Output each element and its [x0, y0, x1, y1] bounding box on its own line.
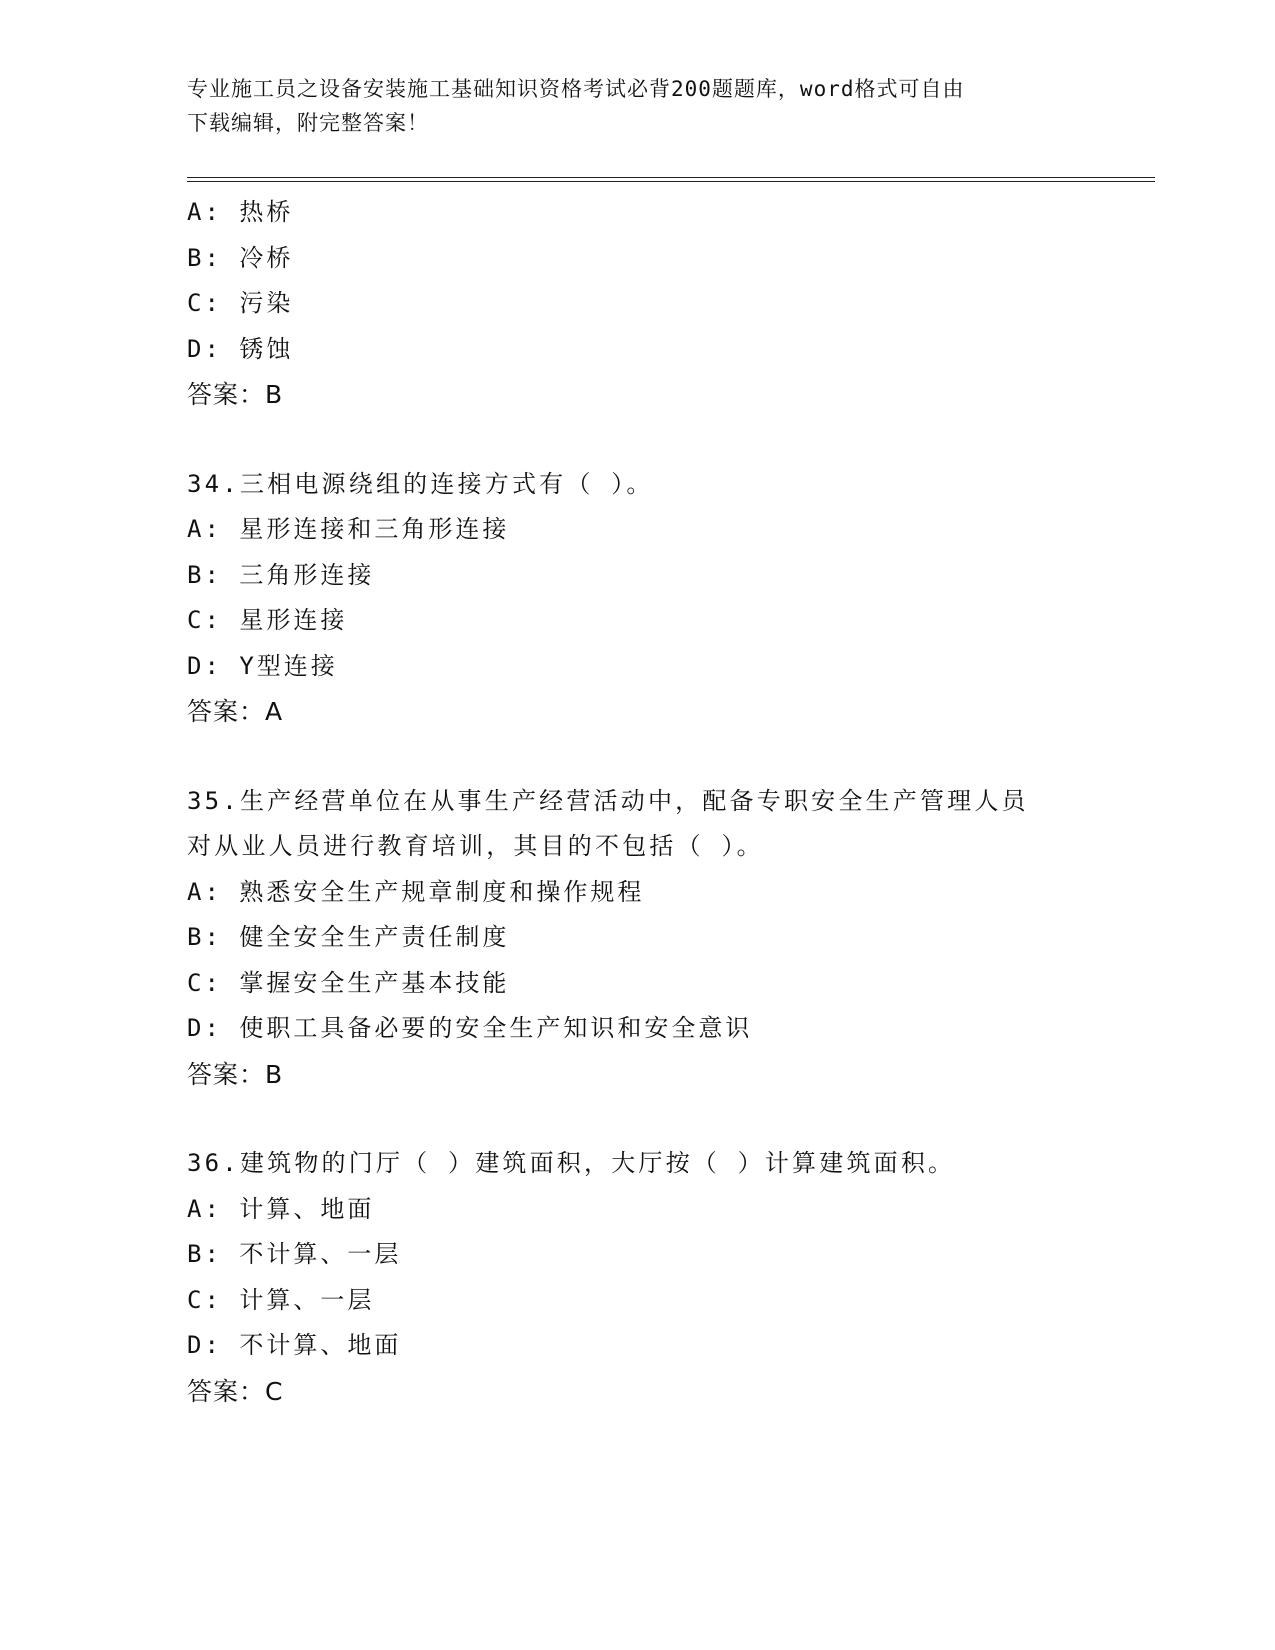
option-a: A: 熟悉安全生产规章制度和操作规程	[187, 877, 645, 906]
question-36	[187, 1141, 1107, 1414]
option-c: C: 星形连接	[187, 606, 348, 634]
option-a: A: 热桥	[187, 198, 294, 226]
option-a: A: 星形连接和三角形连接	[187, 515, 510, 543]
answer: 答案：C	[187, 1376, 284, 1406]
question-stem-line-2: 对从业人员进行教育培训，其目的不包括（ ）。	[187, 832, 764, 860]
option-b: B: 三角形连接	[187, 560, 375, 589]
option-c: C: 污染	[187, 289, 294, 317]
option-c: C: 计算、一层	[187, 1285, 375, 1314]
option-c: C: 掌握安全生产基本技能	[187, 968, 510, 997]
question-34	[187, 462, 1107, 735]
header-divider	[187, 177, 1155, 182]
option-d: D: 锈蚀	[187, 334, 294, 363]
header-line-2: 下载编辑，附完整答案！	[187, 111, 429, 135]
option-d: D: 使职工具备必要的安全生产知识和安全意识	[187, 1014, 753, 1042]
option-a: A: 计算、地面	[187, 1194, 375, 1223]
option-d: D: 不计算、地面	[187, 1331, 402, 1359]
answer: 答案：B	[187, 1059, 284, 1089]
option-d: D: Y型连接	[187, 651, 338, 680]
question-stem: 34.三相电源绕组的连接方式有（ ）。	[187, 469, 654, 498]
document-header	[187, 72, 1067, 140]
question-33	[187, 190, 1107, 418]
answer: 答案：A	[187, 697, 284, 726]
question-stem-line-1: 35.生产经营单位在从事生产经营活动中，配备专职安全生产管理人员	[187, 786, 1029, 815]
question-35	[187, 779, 1107, 1098]
option-b: B: 健全安全生产责任制度	[187, 923, 510, 951]
question-list	[187, 190, 1107, 1414]
option-b: B: 冷桥	[187, 243, 294, 272]
option-b: B: 不计算、一层	[187, 1240, 402, 1268]
header-line-1: 专业施工员之设备安装施工基础知识资格考试必背200题题库，word格式可自由	[187, 77, 965, 101]
question-stem: 36.建筑物的门厅（ ）建筑面积，大厅按（ ）计算建筑面积。	[187, 1149, 956, 1177]
answer: 答案：B	[187, 380, 284, 409]
